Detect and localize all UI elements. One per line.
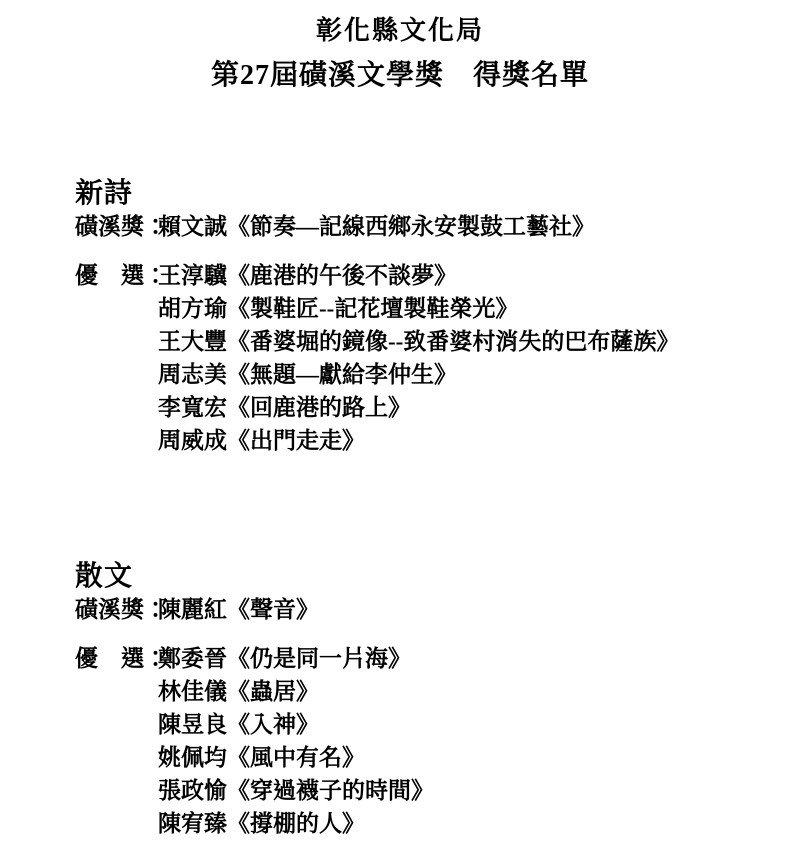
merit-award-label: 優 選： [75, 646, 167, 671]
section-new-poetry [75, 178, 770, 457]
document-subtitle: 第27屆磺溪文學獎 得獎名單 [210, 60, 589, 91]
huangxi-award-row [75, 210, 770, 243]
huangxi-award-label: 磺溪獎： [75, 597, 167, 622]
merit-award-entry: 周志美《無題—獻給李仲生》 [158, 362, 457, 387]
merit-award-row [75, 642, 770, 675]
merit-award-block [75, 259, 770, 457]
section-prose [75, 561, 770, 840]
merit-award-row [75, 358, 770, 391]
document-header [0, 0, 800, 94]
merit-award-row [75, 391, 770, 424]
merit-award-row [75, 708, 770, 741]
merit-award-row [75, 774, 770, 807]
merit-award-entry: 姚佩均《風中有名》 [158, 745, 365, 770]
section-heading-new-poetry: 新詩 [75, 178, 134, 209]
merit-award-row [75, 807, 770, 840]
merit-award-entry: 王大豐《番婆堀的鏡像--致番婆村消失的巴布薩族》 [158, 329, 680, 354]
merit-award-entry: 胡方瑜《製鞋匠--記花壇製鞋榮光》 [158, 296, 519, 321]
huangxi-award-row [75, 593, 770, 626]
merit-award-entry: 周威成《出門走走》 [158, 428, 365, 453]
merit-award-row [75, 292, 770, 325]
merit-award-row [75, 675, 770, 708]
merit-award-row [75, 741, 770, 774]
merit-award-entry: 陳昱良《入神》 [158, 712, 319, 737]
merit-award-label: 優 選： [75, 263, 167, 288]
section-heading-prose: 散文 [75, 561, 134, 592]
merit-award-entry: 王淳驥《鹿港的午後不談夢》 [158, 263, 457, 288]
merit-award-entry: 鄭委晉《仍是同一片海》 [158, 646, 411, 671]
document-body [75, 178, 770, 840]
merit-award-row [75, 325, 770, 358]
huangxi-award-entry: 陳麗紅《聲音》 [158, 597, 319, 622]
document-title: 彰化縣文化局 [315, 16, 484, 45]
huangxi-award-entry: 賴文誠《節奏—記線西鄉永安製鼓工藝社》 [158, 214, 595, 239]
merit-award-entry: 林佳儀《蟲居》 [158, 679, 319, 704]
merit-award-entry: 張政愉《穿過襪子的時間》 [158, 778, 434, 803]
merit-award-entry: 李寬宏《回鹿港的路上》 [158, 395, 411, 420]
merit-award-row [75, 259, 770, 292]
merit-award-block [75, 642, 770, 840]
huangxi-award-label: 磺溪獎： [75, 214, 167, 239]
merit-award-entry: 陳宥臻《撐棚的人》 [158, 811, 365, 836]
merit-award-row [75, 424, 770, 457]
